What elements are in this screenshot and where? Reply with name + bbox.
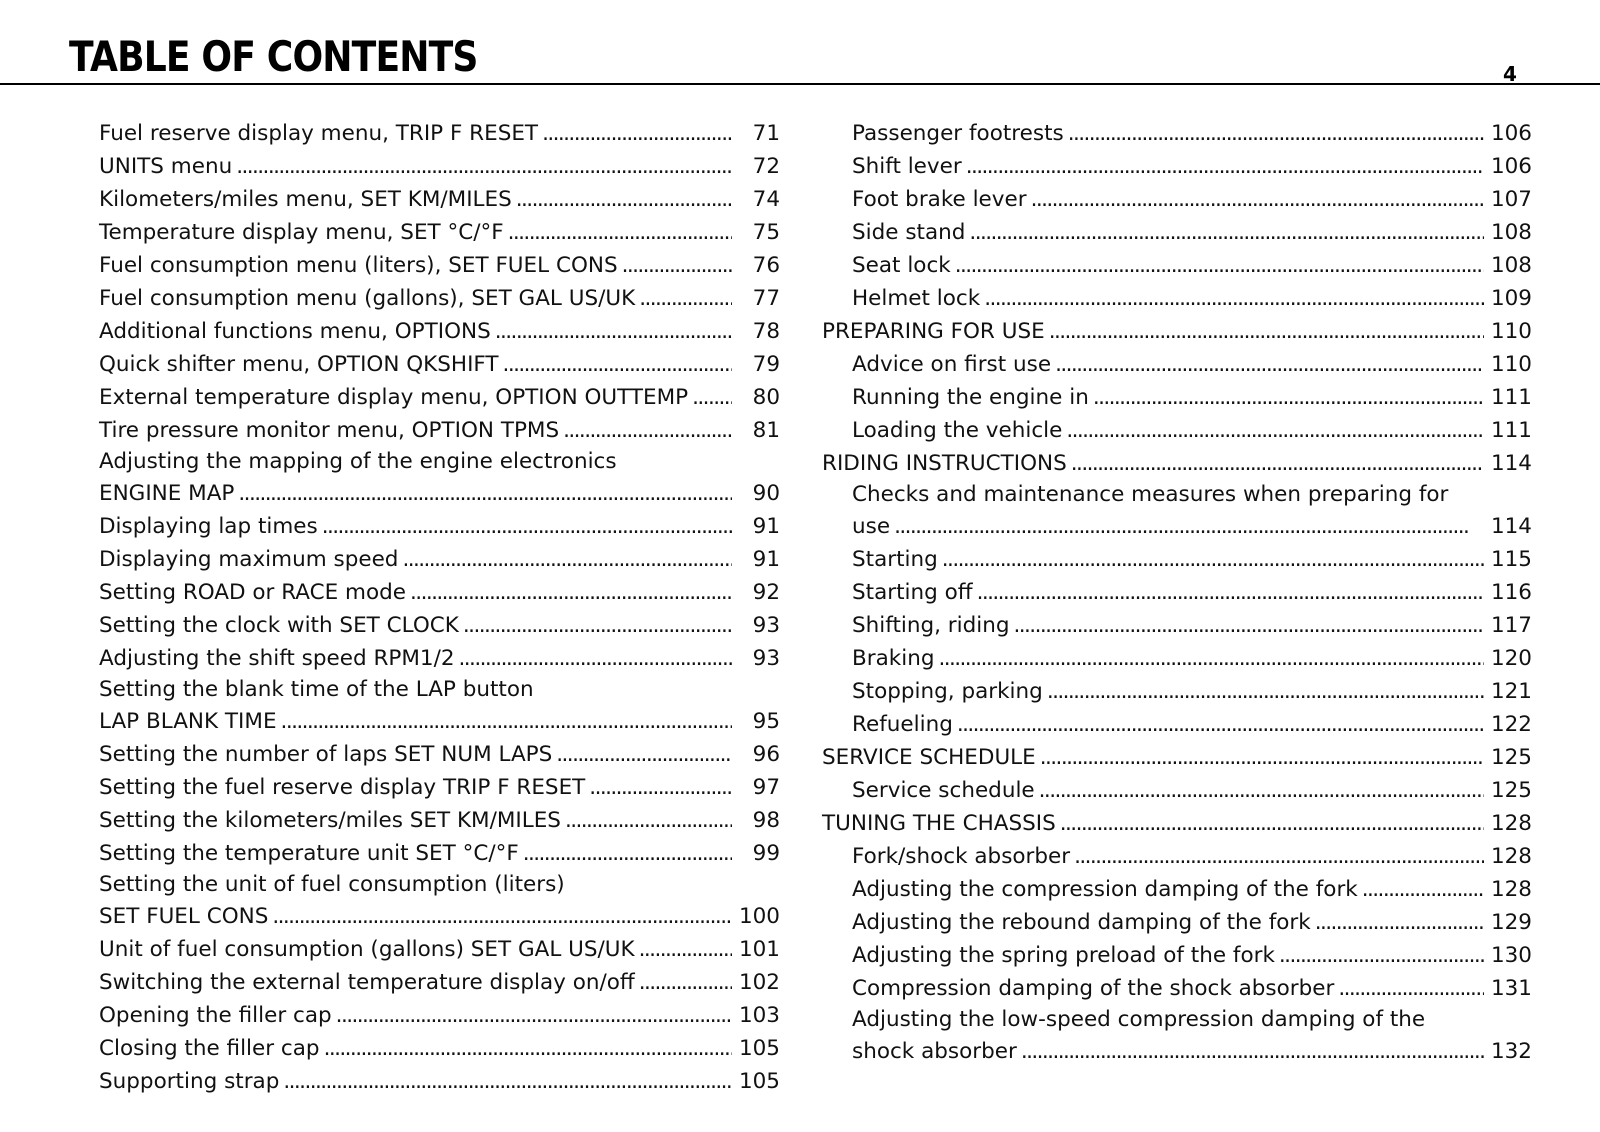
toc-entry[interactable] — [99, 315, 780, 348]
toc-entry-row — [99, 900, 780, 933]
toc-entry-label: Passenger footrests — [852, 121, 1064, 146]
toc-entry-label: TUNING THE CHASSIS — [822, 811, 1056, 836]
dot-leader — [1021, 1035, 1484, 1068]
toc-entry-page-number: 93 — [752, 613, 780, 638]
toc-entry-label: Running the engine in — [852, 385, 1089, 410]
dot-leader — [692, 381, 732, 414]
toc-entry-page-number: 120 — [1490, 646, 1532, 671]
toc-entry-row — [99, 738, 780, 771]
toc-entry-row — [99, 576, 780, 609]
toc-entry-page-number: 114 — [1490, 514, 1532, 539]
toc-entry-label: Displaying lap times — [99, 514, 318, 539]
toc-entry-first-line: Setting the unit of fuel consumption (liters) — [99, 872, 565, 897]
toc-entry-label: Fuel reserve display menu, TRIP F RESET — [99, 121, 539, 146]
toc-entry[interactable] — [822, 381, 1532, 414]
toc-entry-row — [99, 150, 780, 183]
toc-entry-page-number: 77 — [752, 286, 780, 311]
toc-entry-page-number: 110 — [1490, 352, 1532, 377]
toc-entry-page-number: 122 — [1490, 712, 1532, 737]
toc-entry-label: Stopping, parking — [852, 679, 1043, 704]
toc-entry-label: Unit of fuel consumption (gallons) SET GAL US/UK — [99, 937, 635, 962]
toc-entry-row — [99, 705, 780, 738]
toc-entry[interactable] — [822, 282, 1532, 315]
toc-entry-page-number: 128 — [1490, 877, 1532, 902]
toc-right-column — [822, 117, 1532, 1068]
toc-entry-row — [852, 216, 1532, 249]
toc-entry[interactable] — [99, 249, 780, 282]
toc-entry-label: Foot brake lever — [852, 187, 1027, 212]
toc-entry-label: Kilometers/miles menu, SET KM/MILES — [99, 187, 512, 212]
toc-entry[interactable] — [99, 216, 780, 249]
toc-entry-label: Shift lever — [852, 154, 962, 179]
dot-leader — [1049, 315, 1484, 348]
dot-leader — [984, 282, 1484, 315]
header-rule — [0, 83, 1600, 85]
toc-entry-label: use — [852, 514, 891, 539]
dot-leader — [556, 738, 732, 771]
toc-entry-label: PREPARING FOR USE — [822, 319, 1045, 344]
toc-entry[interactable] — [822, 939, 1532, 972]
toc-entry-page-number: 78 — [752, 319, 780, 344]
toc-entry[interactable] — [99, 609, 780, 642]
toc-entry-label: Adjusting the rebound damping of the fork — [852, 910, 1311, 935]
toc-entry[interactable] — [822, 183, 1532, 216]
page-number: 4 — [1503, 62, 1517, 86]
dot-leader — [894, 510, 1484, 543]
toc-entry[interactable] — [99, 447, 780, 510]
toc-entry-label: UNITS menu — [99, 154, 233, 179]
toc-entry[interactable] — [99, 837, 780, 870]
toc-entry-label: Adjusting the shift speed RPM1/2 — [99, 646, 455, 671]
toc-entry-row — [99, 543, 780, 576]
toc-entry-page-number: 72 — [752, 154, 780, 179]
toc-entry-page-number: 116 — [1490, 580, 1532, 605]
toc-entry[interactable] — [822, 906, 1532, 939]
toc-entry-first-line: Adjusting the mapping of the engine electronics — [99, 449, 617, 474]
toc-entry-label: Quick shifter menu, OPTION QKSHIFT — [99, 352, 499, 377]
toc-entry-row — [852, 840, 1532, 873]
toc-entry-page-number: 108 — [1490, 253, 1532, 278]
toc-entry-page-number: 96 — [752, 742, 780, 767]
toc-entry-label: SET FUEL CONS — [99, 904, 269, 929]
toc-entry-row — [99, 837, 780, 870]
toc-entry[interactable] — [99, 675, 780, 738]
toc-entry-row — [99, 966, 780, 999]
dot-leader — [236, 150, 732, 183]
dot-leader — [977, 576, 1484, 609]
toc-entry-label: Loading the vehicle — [852, 418, 1063, 443]
toc-entry-label: shock absorber — [852, 1039, 1017, 1064]
toc-entry-row — [99, 1032, 780, 1065]
toc-entry-row — [99, 642, 780, 675]
dot-leader — [563, 414, 732, 447]
toc-entry[interactable] — [99, 183, 780, 216]
toc-entry[interactable] — [822, 414, 1532, 447]
toc-entry-row — [99, 771, 780, 804]
toc-entry[interactable] — [99, 576, 780, 609]
dot-leader — [1060, 807, 1484, 840]
toc-entry-row — [852, 675, 1532, 708]
toc-entry-page-number: 108 — [1490, 220, 1532, 245]
toc-entry-page-number: 97 — [752, 775, 780, 800]
toc-entry-label: Supporting strap — [99, 1069, 280, 1094]
dot-leader — [336, 999, 732, 1032]
toc-entry-row — [852, 642, 1532, 675]
dot-leader — [955, 249, 1484, 282]
toc-section-entry[interactable] — [822, 315, 1532, 348]
toc-entry[interactable] — [822, 642, 1532, 675]
toc-entry-label: Adjusting the compression damping of the fork — [852, 877, 1358, 902]
toc-entry-label: Fuel consumption menu (liters), SET FUEL CONS — [99, 253, 618, 278]
dot-leader — [324, 1032, 732, 1065]
toc-entry-row — [852, 414, 1532, 447]
toc-entry-page-number: 132 — [1490, 1039, 1532, 1064]
dot-leader — [1055, 348, 1484, 381]
dot-leader — [1031, 183, 1484, 216]
toc-entry-page-number: 92 — [752, 580, 780, 605]
toc-entry[interactable] — [99, 771, 780, 804]
toc-entry-label: Setting the kilometers/miles SET KM/MILES — [99, 808, 561, 833]
toc-entry-page-number: 93 — [752, 646, 780, 671]
toc-entry[interactable] — [822, 873, 1532, 906]
dot-leader — [1047, 675, 1484, 708]
toc-entry-page-number: 80 — [752, 385, 780, 410]
toc-entry[interactable] — [99, 1065, 780, 1098]
toc-entry-page-number: 121 — [1490, 679, 1532, 704]
toc-entry-row — [99, 348, 780, 381]
toc-entry-row — [852, 543, 1532, 576]
toc-entry-label: Side stand — [852, 220, 966, 245]
toc-entry-row — [852, 1035, 1532, 1068]
toc-entry-page-number: 125 — [1490, 745, 1532, 770]
toc-entry-row — [852, 510, 1532, 543]
toc-entry-row — [852, 873, 1532, 906]
toc-entry[interactable] — [99, 933, 780, 966]
toc-entry-label: Compression damping of the shock absorber — [852, 976, 1335, 1001]
toc-entry[interactable] — [822, 480, 1532, 543]
toc-entry-label: Starting off — [852, 580, 973, 605]
toc-entry-page-number: 74 — [752, 187, 780, 212]
toc-entry[interactable] — [99, 414, 780, 447]
dot-leader — [1071, 447, 1484, 480]
toc-entry-row — [852, 609, 1532, 642]
dot-leader — [639, 966, 732, 999]
toc-entry-page-number: 98 — [752, 808, 780, 833]
toc-entry-row — [99, 609, 780, 642]
dot-leader — [589, 771, 732, 804]
toc-entry-row — [852, 939, 1532, 972]
dot-leader — [1074, 840, 1484, 873]
toc-entry[interactable] — [99, 381, 780, 414]
toc-entry-page-number: 102 — [738, 970, 780, 995]
dot-leader — [565, 804, 732, 837]
toc-entry-first-line: Checks and maintenance measures when preparing for — [852, 482, 1449, 507]
dot-leader — [508, 216, 732, 249]
toc-entry-label: Helmet lock — [852, 286, 981, 311]
toc-entry-row — [99, 315, 780, 348]
toc-entry-label: Closing the filler cap — [99, 1036, 320, 1061]
toc-entry-row — [852, 774, 1532, 807]
toc-entry-label: Setting the number of laps SET NUM LAPS — [99, 742, 553, 767]
toc-entry-label: SERVICE SCHEDULE — [822, 745, 1036, 770]
toc-entry[interactable] — [822, 708, 1532, 741]
toc-entry-row — [99, 510, 780, 543]
toc-entry-page-number: 115 — [1490, 547, 1532, 572]
toc-entry[interactable] — [99, 510, 780, 543]
toc-entry-row — [822, 315, 1532, 348]
toc-entry[interactable] — [99, 642, 780, 675]
toc-entry-label: Fork/shock absorber — [852, 844, 1071, 869]
toc-entry-label: Adjusting the spring preload of the fork — [852, 943, 1275, 968]
dot-leader — [969, 216, 1484, 249]
dot-leader — [402, 543, 732, 576]
toc-entry-label: Temperature display menu, SET °C/°F — [99, 220, 504, 245]
dot-leader — [957, 708, 1484, 741]
toc-entry-row — [852, 117, 1532, 150]
dot-leader — [238, 477, 732, 510]
toc-entry-label: LAP BLANK TIME — [99, 709, 277, 734]
toc-entry-row — [99, 117, 780, 150]
toc-entry-page-number: 125 — [1490, 778, 1532, 803]
toc-entry-page-number: 106 — [1490, 121, 1532, 146]
toc-entry-first-line: Adjusting the low-speed compression damping of the — [852, 1007, 1426, 1032]
toc-entry-row — [99, 1065, 780, 1098]
dot-leader — [463, 609, 732, 642]
toc-entry[interactable] — [822, 543, 1532, 576]
toc-entry-row — [852, 708, 1532, 741]
toc-entry[interactable] — [822, 150, 1532, 183]
dot-leader — [1066, 414, 1484, 447]
toc-entry[interactable] — [822, 348, 1532, 381]
dot-leader — [523, 837, 732, 870]
dot-leader — [639, 933, 732, 966]
toc-entry[interactable] — [99, 966, 780, 999]
toc-entry-label: Opening the filler cap — [99, 1003, 332, 1028]
toc-entry[interactable] — [822, 117, 1532, 150]
dot-leader — [1039, 774, 1484, 807]
toc-entry-row — [822, 447, 1532, 480]
toc-entry[interactable] — [822, 972, 1532, 1005]
page-title: TABLE OF CONTENTS — [69, 32, 478, 81]
toc-entry-label: Tire pressure monitor menu, OPTION TPMS — [99, 418, 560, 443]
toc-entry-label: Setting the temperature unit SET °C/°F — [99, 841, 519, 866]
dot-leader — [1068, 117, 1484, 150]
toc-entry-page-number: 95 — [752, 709, 780, 734]
toc-entry-label: Additional functions menu, OPTIONS — [99, 319, 491, 344]
toc-entry-row — [99, 999, 780, 1032]
toc-entry-page-number: 91 — [752, 514, 780, 539]
toc-entry[interactable] — [99, 282, 780, 315]
toc-entry-page-number: 130 — [1490, 943, 1532, 968]
toc-entry-page-number: 81 — [752, 418, 780, 443]
toc-entry-label: Service schedule — [852, 778, 1035, 803]
dot-leader — [503, 348, 732, 381]
toc-entry-label: Setting ROAD or RACE mode — [99, 580, 407, 605]
toc-entry-page-number: 129 — [1490, 910, 1532, 935]
toc-entry-row — [99, 282, 780, 315]
toc-entry[interactable] — [822, 774, 1532, 807]
dot-leader — [495, 315, 732, 348]
toc-entry[interactable] — [99, 117, 780, 150]
toc-entry-page-number: 100 — [738, 904, 780, 929]
toc-entry-page-number: 106 — [1490, 154, 1532, 179]
toc-entry-label: RIDING INSTRUCTIONS — [822, 451, 1067, 476]
dot-leader — [272, 900, 732, 933]
toc-entry[interactable] — [99, 870, 780, 933]
toc-entry-label: Refueling — [852, 712, 953, 737]
toc-entry-page-number: 101 — [738, 937, 780, 962]
toc-entry-row — [852, 576, 1532, 609]
toc-entry[interactable] — [99, 150, 780, 183]
toc-entry-page-number: 128 — [1490, 811, 1532, 836]
dot-leader — [410, 576, 732, 609]
toc-entry-label: Seat lock — [852, 253, 951, 278]
toc-entry-row — [852, 906, 1532, 939]
toc-entry-page-number: 79 — [752, 352, 780, 377]
toc-entry[interactable] — [99, 348, 780, 381]
toc-entry-row — [852, 183, 1532, 216]
toc-entry-row — [822, 807, 1532, 840]
toc-entry-first-line: Setting the blank time of the LAP button — [99, 677, 534, 702]
toc-entry-page-number: 76 — [752, 253, 780, 278]
dot-leader — [1315, 906, 1484, 939]
toc-entry[interactable] — [99, 1032, 780, 1065]
dot-leader — [639, 282, 732, 315]
dot-leader — [1040, 741, 1484, 774]
toc-entry-row — [99, 477, 780, 510]
toc-entry-page-number: 109 — [1490, 286, 1532, 311]
toc-entry-row — [852, 381, 1532, 414]
dot-leader — [1279, 939, 1484, 972]
dot-leader — [1338, 972, 1484, 1005]
toc-entry-row — [852, 282, 1532, 315]
toc-entry-row — [852, 150, 1532, 183]
toc-entry-label: External temperature display menu, OPTION OUTTEMP — [99, 385, 689, 410]
toc-entry[interactable] — [822, 840, 1532, 873]
dot-leader — [283, 1065, 732, 1098]
toc-entry-row — [852, 348, 1532, 381]
dot-leader — [942, 543, 1484, 576]
toc-entry-page-number: 75 — [752, 220, 780, 245]
dot-leader — [1093, 381, 1484, 414]
toc-entry-row — [852, 249, 1532, 282]
toc-entry-label: Shifting, riding — [852, 613, 1010, 638]
dot-leader — [516, 183, 732, 216]
toc-entry-page-number: 110 — [1490, 319, 1532, 344]
toc-entry-page-number: 131 — [1490, 976, 1532, 1001]
toc-entry-row — [99, 414, 780, 447]
toc-entry-label: Setting the fuel reserve display TRIP F RESET — [99, 775, 586, 800]
dot-leader — [1014, 609, 1485, 642]
toc-entry-page-number: 90 — [752, 481, 780, 506]
toc-entry[interactable] — [99, 738, 780, 771]
toc-entry-label: Starting — [852, 547, 938, 572]
toc-entry-page-number: 114 — [1490, 451, 1532, 476]
toc-entry-row — [99, 249, 780, 282]
toc-entry-page-number: 105 — [738, 1036, 780, 1061]
toc-entry-row — [99, 216, 780, 249]
dot-leader — [542, 117, 732, 150]
toc-entry-row — [99, 804, 780, 837]
dot-leader — [1362, 873, 1484, 906]
toc-entry-page-number: 111 — [1490, 385, 1532, 410]
toc-entry-label: ENGINE MAP — [99, 481, 235, 506]
toc-entry-label: Setting the clock with SET CLOCK — [99, 613, 459, 638]
toc-entry-label: Switching the external temperature display on/off — [99, 970, 635, 995]
toc-entry[interactable] — [99, 999, 780, 1032]
toc-entry[interactable] — [822, 576, 1532, 609]
dot-leader — [459, 642, 732, 675]
toc-entry-page-number: 71 — [752, 121, 780, 146]
toc-entry-label: Fuel consumption menu (gallons), SET GAL US/UK — [99, 286, 636, 311]
toc-entry-page-number: 107 — [1490, 187, 1532, 212]
toc-entry[interactable] — [822, 216, 1532, 249]
toc-entry[interactable] — [822, 249, 1532, 282]
toc-entry-page-number: 91 — [752, 547, 780, 572]
dot-leader — [938, 642, 1484, 675]
toc-entry-row — [852, 972, 1532, 1005]
toc-entry[interactable] — [822, 1005, 1532, 1068]
toc-entry-row — [99, 183, 780, 216]
toc-entry-label: Braking — [852, 646, 935, 671]
dot-leader — [322, 510, 732, 543]
dot-leader — [966, 150, 1484, 183]
toc-entry-label: Displaying maximum speed — [99, 547, 399, 572]
toc-entry-row — [99, 933, 780, 966]
toc-entry-row — [822, 741, 1532, 774]
toc-entry-page-number: 128 — [1490, 844, 1532, 869]
toc-left-column — [99, 117, 780, 1098]
dot-leader — [622, 249, 732, 282]
toc-entry-page-number: 117 — [1490, 613, 1532, 638]
toc-section-entry[interactable] — [822, 447, 1532, 480]
toc-entry-row — [99, 381, 780, 414]
toc-entry-page-number: 103 — [738, 1003, 780, 1028]
toc-entry[interactable] — [822, 675, 1532, 708]
dot-leader — [281, 705, 732, 738]
toc-section-entry[interactable] — [822, 807, 1532, 840]
toc-entry[interactable] — [99, 543, 780, 576]
toc-entry[interactable] — [99, 804, 780, 837]
toc-entry-page-number: 111 — [1490, 418, 1532, 443]
toc-entry-page-number: 99 — [752, 841, 780, 866]
toc-entry-label: Advice on first use — [852, 352, 1052, 377]
toc-section-entry[interactable] — [822, 741, 1532, 774]
toc-entry[interactable] — [822, 609, 1532, 642]
toc-entry-page-number: 105 — [738, 1069, 780, 1094]
